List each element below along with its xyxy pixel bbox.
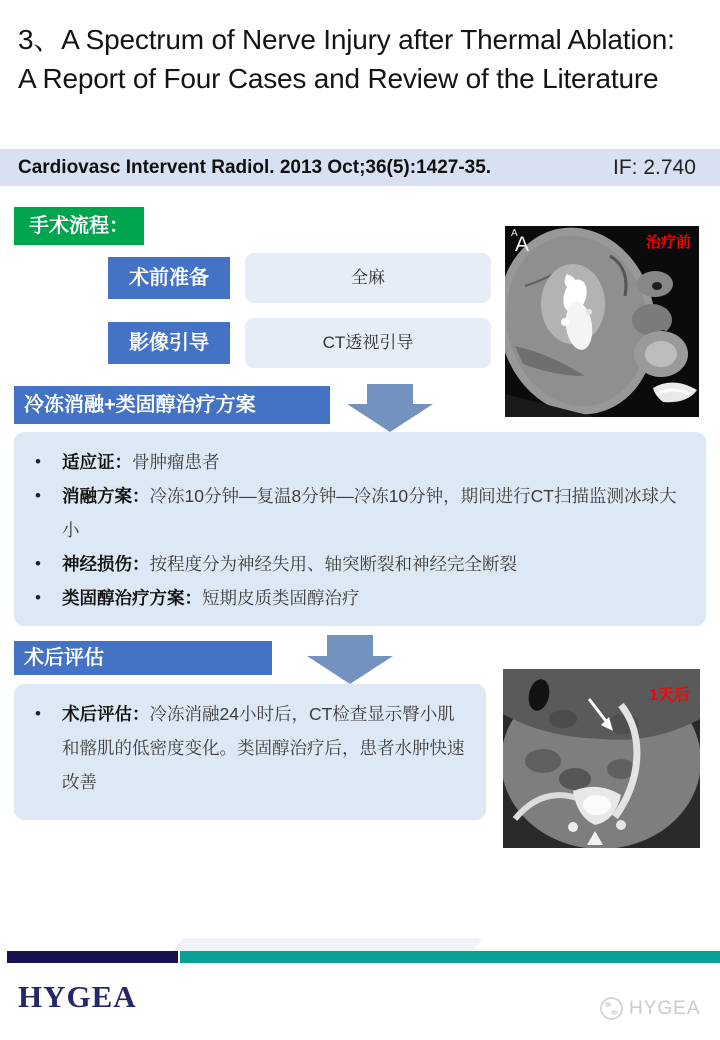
company-logo: HYGEA <box>18 979 137 1014</box>
page-title: 3、A Spectrum of Nerve Injury after Thermal Ablation: A Report of Four Cases and Review of the Literature <box>18 24 675 94</box>
step-label-guidance: 影像引导 <box>108 322 230 364</box>
plan-section-header: 冷冻消融+类固醇治疗方案 <box>14 386 330 424</box>
watermark <box>600 997 701 1020</box>
figure-tag-pre: 治疗前 <box>645 234 691 251</box>
figure-tag-post: 1天后 <box>649 687 690 704</box>
ct-image-pre-treatment <box>505 226 699 417</box>
flow-header: 手术流程： <box>14 207 144 245</box>
watermark-logo-icon <box>600 997 623 1020</box>
list-item: • 术后评估：冷冻消融24小时后，CT检查显示臀小肌和髂肌的低密度变化。类固醇治疗后，患者水肿快速改善 <box>35 704 465 792</box>
step-value-guidance: CT透视引导 <box>245 318 491 368</box>
list-item: • 适应证：骨肿瘤患者 <box>35 452 220 472</box>
list-item: • 类固醇治疗方案：短期皮质类固醇治疗 <box>35 588 360 608</box>
evaluation-bullet-list <box>14 684 486 799</box>
ct-image-post-treatment <box>503 669 700 848</box>
evaluation-panel <box>14 684 486 820</box>
figure-panel-letter-small: A <box>511 228 518 239</box>
watermark-text: HYGEA <box>629 997 701 1019</box>
down-arrow-icon <box>307 635 393 684</box>
evaluation-section-header: 术后评估 <box>14 641 272 675</box>
step-value-preop: 全麻 <box>245 253 491 303</box>
plan-panel <box>14 432 706 626</box>
footer-decoration <box>173 938 483 951</box>
plan-bullet-list <box>14 432 706 615</box>
ct-scan-graphic <box>505 226 699 417</box>
footer-bar-navy <box>7 951 178 963</box>
footer-bar-teal <box>180 951 720 963</box>
down-arrow-icon <box>347 384 433 432</box>
figure-panel-letter: A <box>515 233 530 256</box>
citation-text: Cardiovasc Intervent Radiol. 2013 Oct;36(5):1427-35. <box>18 157 492 178</box>
list-item: • 消融方案：冷冻10分钟—复温8分钟—冷冻10分钟，期间进行CT扫描监测冰球大小 <box>35 486 677 540</box>
list-item: • 神经损伤：按程度分为神经失用、轴突断裂和神经完全断裂 <box>35 554 517 574</box>
citation-bar <box>0 149 720 186</box>
step-label-preop: 术前准备 <box>108 257 230 299</box>
impact-factor: IF: 2.740 <box>613 156 696 179</box>
